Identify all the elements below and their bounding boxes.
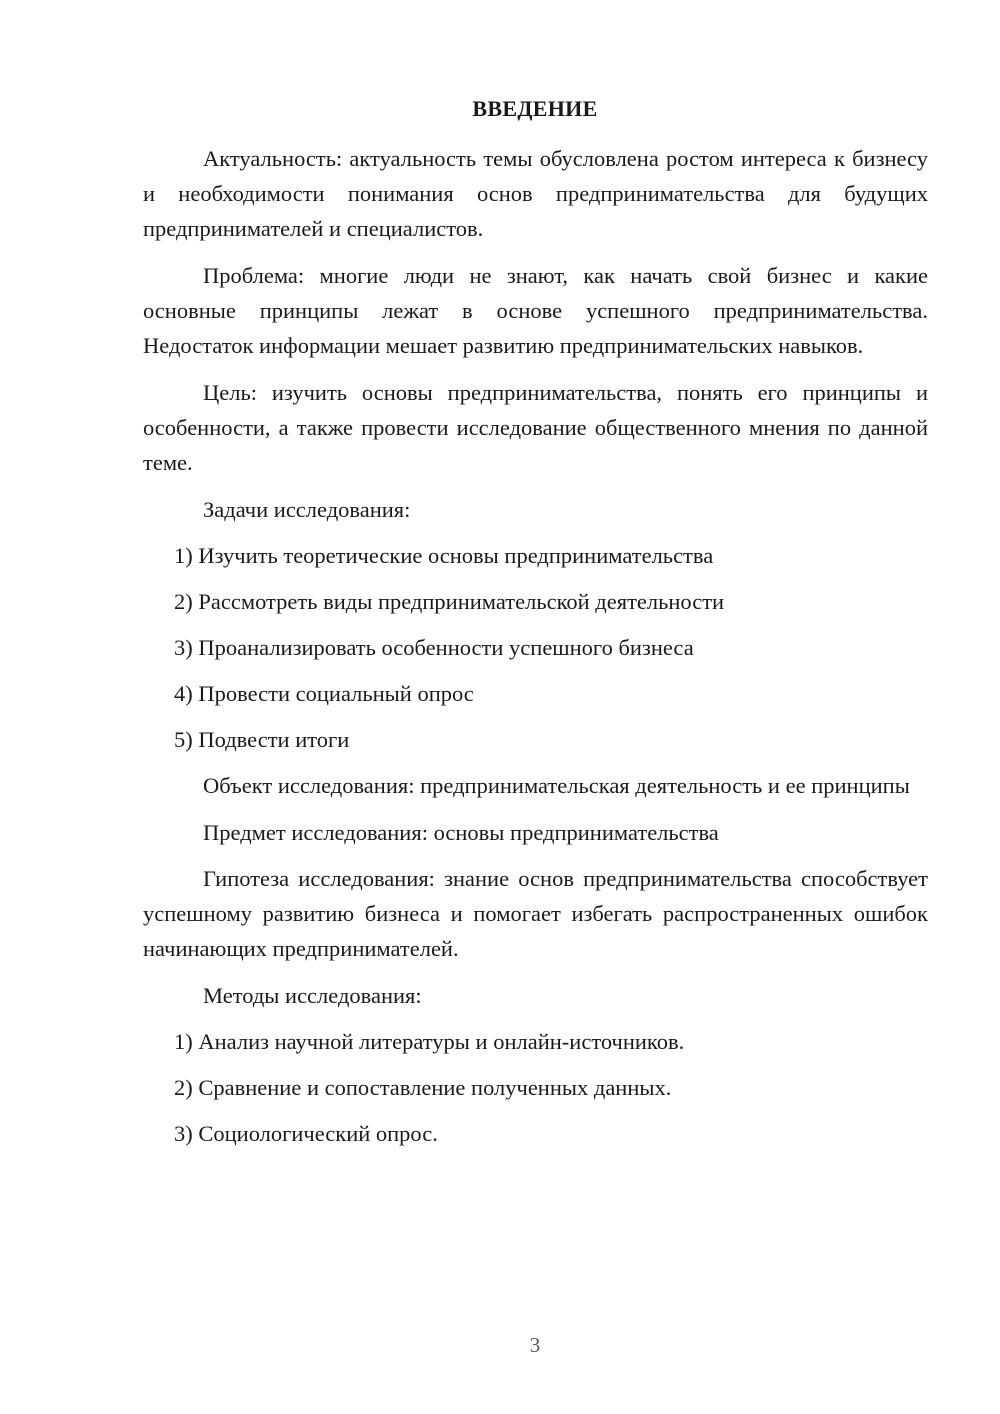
goal-paragraph: Цель: изучить основы предпринимательства, понять его принципы и особенности, а также провести исследование общественного мнения по данной теме. — [143, 380, 928, 475]
document-body — [143, 141, 928, 1162]
problem-paragraph: Проблема: многие люди не знают, как начать свой бизнес и какие основные принципы лежат в основе успешного предпринимательства. Недостаток информации мешает развитию предпринимательских навыков. — [143, 263, 928, 358]
relevance-paragraph: Актуальность: актуальность темы обусловлена ростом интереса к бизнесу и необходимости понимания основ предпринимательства для будущих предпринимателей и специалистов. — [143, 146, 928, 241]
section-heading: ВВЕДЕНИЕ — [472, 96, 598, 121]
methods-heading: Методы исследования: — [203, 983, 422, 1008]
method-item: 2) Сравнение и сопоставление полученных данных. — [174, 1075, 672, 1100]
task-item: 2) Рассмотреть виды предпринимательской деятельности — [174, 589, 725, 614]
task-item: 3) Проанализировать особенности успешного бизнеса — [174, 635, 694, 660]
task-item: 1) Изучить теоретические основы предпринимательства — [174, 543, 714, 568]
page-number: 3 — [529, 1333, 541, 1357]
method-item: 3) Социологический опрос. — [174, 1121, 438, 1146]
subject-paragraph: Предмет исследования: основы предпринимательства — [203, 820, 719, 845]
task-item: 4) Провести социальный опрос — [174, 681, 474, 706]
method-item: 1) Анализ научной литературы и онлайн-источников. — [174, 1029, 685, 1054]
tasks-heading: Задачи исследования: — [203, 497, 411, 522]
object-paragraph: Объект исследования: предпринимательская деятельность и ее принципы — [203, 773, 910, 798]
task-item: 5) Подвести итоги — [174, 727, 350, 752]
hypothesis-paragraph: Гипотеза исследования: знание основ предпринимательства способствует успешному развитию бизнеса и помогает избегать распространенных ошибок начинающих предпринимателей. — [143, 866, 928, 961]
